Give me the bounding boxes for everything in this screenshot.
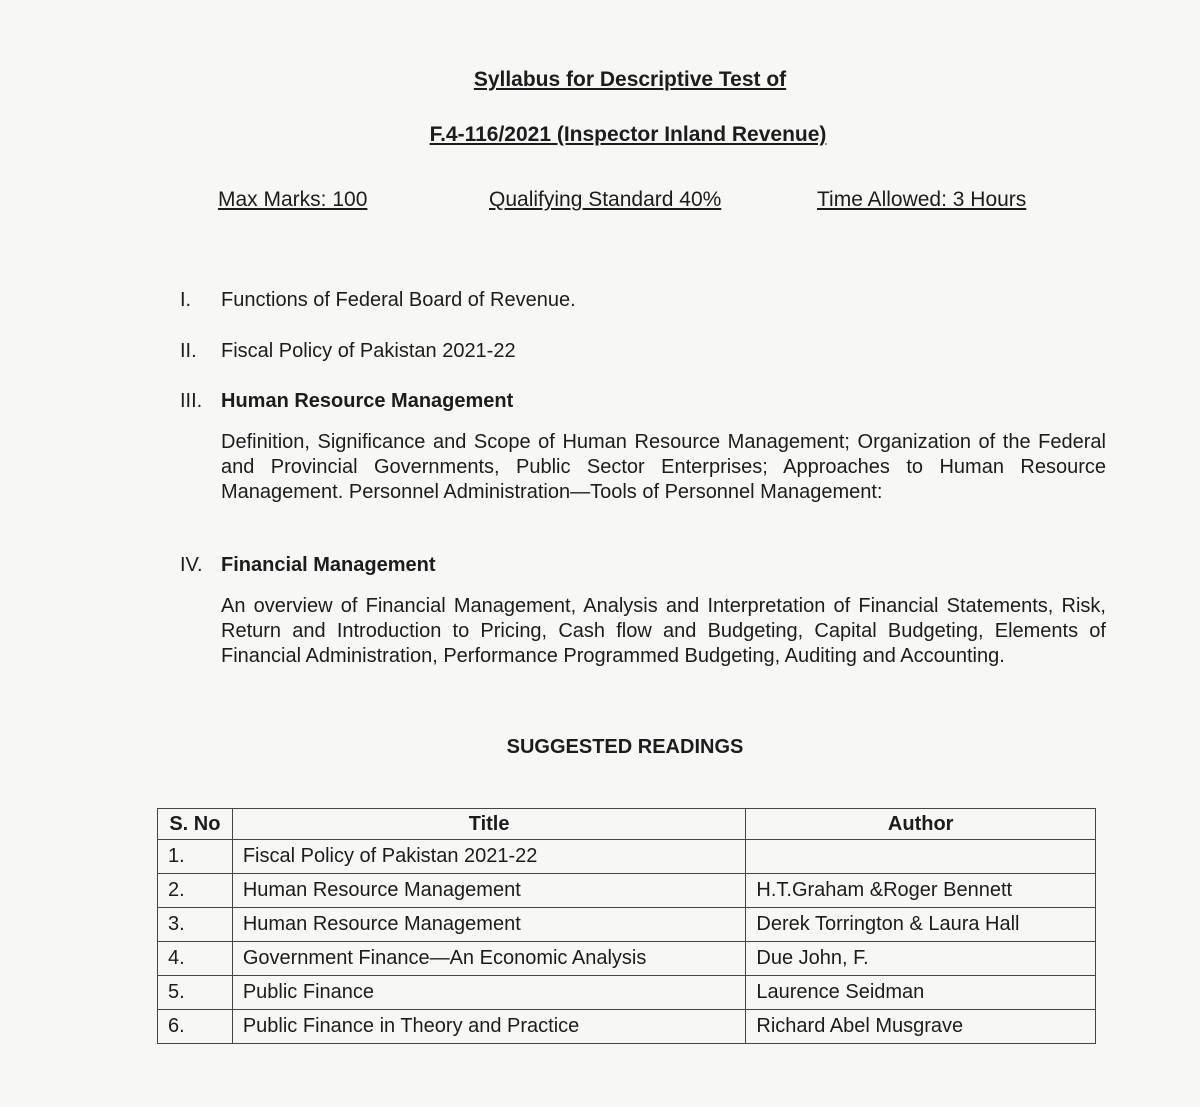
cell-sno: 5.: [158, 976, 233, 1010]
cell-author: [746, 840, 1096, 874]
table-row: [158, 1010, 1096, 1044]
cell-author: Derek Torrington & Laura Hall: [746, 908, 1096, 942]
column-header-title: Title: [232, 809, 746, 840]
document-subtitle: F.4-116/2021 (Inspector Inland Revenue): [429, 123, 827, 146]
cell-sno: 2.: [158, 874, 233, 908]
column-header-sno: S. No: [158, 809, 233, 840]
cell-sno: 1.: [158, 840, 233, 874]
cell-sno: 4.: [158, 942, 233, 976]
table-row: [158, 874, 1096, 908]
section-body: Definition, Significance and Scope of Human Resource Management; Organization of the Federal and Provincial Governments, Public Sector Enterprises; Approaches to Human Resource Management. Personnel Administration—Tools of Personnel Management:: [221, 431, 1106, 503]
section-title: Human Resource Management: [221, 390, 514, 412]
cell-title: Fiscal Policy of Pakistan 2021-22: [232, 840, 746, 874]
cell-title: Human Resource Management: [232, 874, 746, 908]
table-header-row: [158, 809, 1096, 840]
cell-author: Laurence Seidman: [746, 976, 1096, 1010]
document-title: Syllabus for Descriptive Test of: [473, 68, 787, 91]
section-title: Financial Management: [221, 554, 436, 576]
time-allowed: Time Allowed: 3 Hours: [817, 188, 1027, 211]
table-row: [158, 976, 1096, 1010]
section-number: II.: [180, 340, 197, 362]
cell-sno: 6.: [158, 1010, 233, 1044]
section-title: Functions of Federal Board of Revenue.: [221, 289, 576, 311]
cell-sno: 3.: [158, 908, 233, 942]
max-marks: Max Marks: 100: [218, 188, 368, 211]
section-number: I.: [180, 289, 192, 311]
cell-author: Due John, F.: [746, 942, 1096, 976]
cell-title: Public Finance: [232, 976, 746, 1010]
readings-heading: SUGGESTED READINGS: [506, 736, 744, 758]
cell-author: Richard Abel Musgrave: [746, 1010, 1096, 1044]
table-row: [158, 942, 1096, 976]
qualifying-standard: Qualifying Standard 40%: [489, 188, 722, 211]
cell-title: Human Resource Management: [232, 908, 746, 942]
section-title: Fiscal Policy of Pakistan 2021-22: [221, 340, 516, 362]
section-number: IV.: [180, 554, 203, 576]
table-row: [158, 840, 1096, 874]
table-row: [158, 908, 1096, 942]
cell-title: Government Finance—An Economic Analysis: [232, 942, 746, 976]
cell-title: Public Finance in Theory and Practice: [232, 1010, 746, 1044]
cell-author: H.T.Graham &Roger Bennett: [746, 874, 1096, 908]
section-body: An overview of Financial Management, Analysis and Interpretation of Financial Statements, Risk, Return and Introduction to Pricing, Cash flow and Budgeting, Capital Budgeting, Elements of Financial Administration, Performance Programmed Budgeting, Auditing and Accounting.: [221, 595, 1106, 667]
column-header-author: Author: [746, 809, 1096, 840]
readings-table: [157, 808, 1096, 1044]
section-number: III.: [180, 390, 203, 412]
